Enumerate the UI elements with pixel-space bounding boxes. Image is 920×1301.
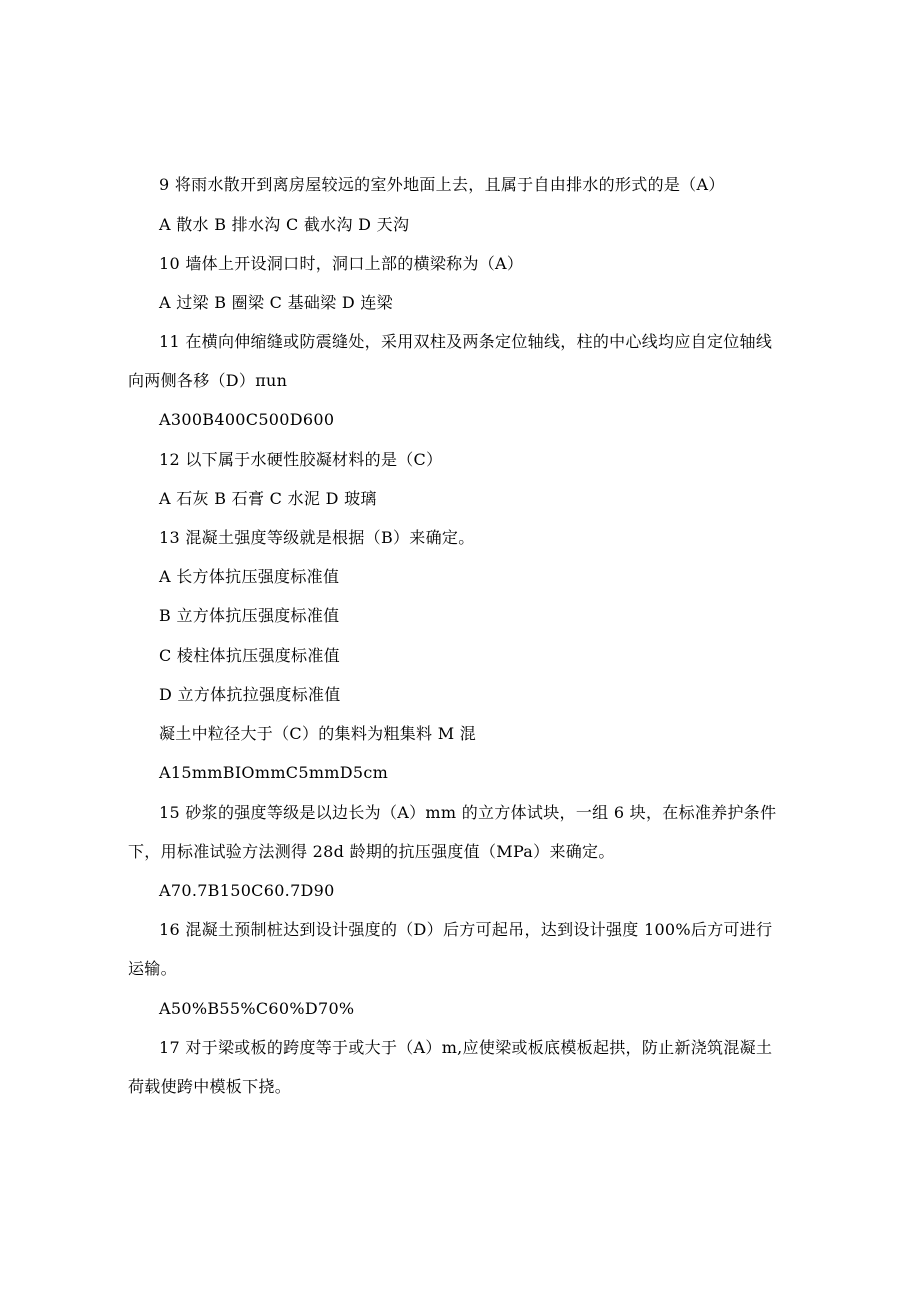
question-14: 凝土中粒径大于（C）的集料为粗集料 M 混: [159, 724, 477, 743]
question-13: 13 混凝土强度等级就是根据（B）来确定。: [159, 528, 475, 547]
question-15-options: A70.7B150C60.7D90: [159, 881, 335, 900]
question-14-options: A15mmBIOmmC5mmD5cm: [159, 763, 389, 782]
question-13-option-c: C 棱柱体抗压强度标准值: [159, 646, 340, 665]
question-17-continued: 荷载使跨中模板下挠。: [128, 1077, 292, 1096]
question-10: 10 墙体上开设洞口时，洞口上部的横梁称为（A）: [159, 254, 524, 273]
question-9: 9 将雨水散开到离房屋较远的室外地面上去，且属于自由排水的形式的是（A）: [159, 175, 725, 194]
question-16-continued: 运输。: [128, 959, 177, 978]
question-13-option-d: D 立方体抗拉强度标准值: [159, 685, 341, 704]
question-12: 12 以下属于水硬性胶凝材料的是（C）: [159, 450, 443, 469]
question-12-options: A 石灰 B 石膏 C 水泥 D 玻璃: [159, 489, 377, 508]
question-15-continued: 下，用标准试验方法测得 28d 龄期的抗压强度值（MPa）来确定。: [128, 842, 615, 861]
question-16: 16 混凝土预制桩达到设计强度的（D）后方可起吊，达到设计强度 100%后方可进行: [159, 920, 773, 939]
question-15: 15 砂浆的强度等级是以边长为（A）mm 的立方体试块，一组 6 块，在标准养护条件: [159, 803, 777, 822]
question-11-continued: 向两侧各移（D）πun: [128, 371, 288, 390]
question-10-options: A 过梁 B 圈梁 C 基础梁 D 连梁: [159, 293, 393, 312]
question-17: 17 对于梁或板的跨度等于或大于（A）m,应使梁或板底模板起拱，防止新浇筑混凝土: [159, 1038, 773, 1057]
question-11: 11 在横向伸缩缝或防震缝处，采用双柱及两条定位轴线，柱的中心线均应自定位轴线: [159, 332, 773, 351]
question-9-options: A 散水 B 排水沟 C 截水沟 D 天沟: [159, 215, 410, 234]
question-13-option-b: B 立方体抗压强度标准值: [159, 606, 340, 625]
question-11-options: A300B400C500D600: [159, 410, 335, 429]
question-13-option-a: A 长方体抗压强度标准值: [159, 567, 340, 586]
question-16-options: A50%B55%C60%D70%: [159, 999, 355, 1018]
